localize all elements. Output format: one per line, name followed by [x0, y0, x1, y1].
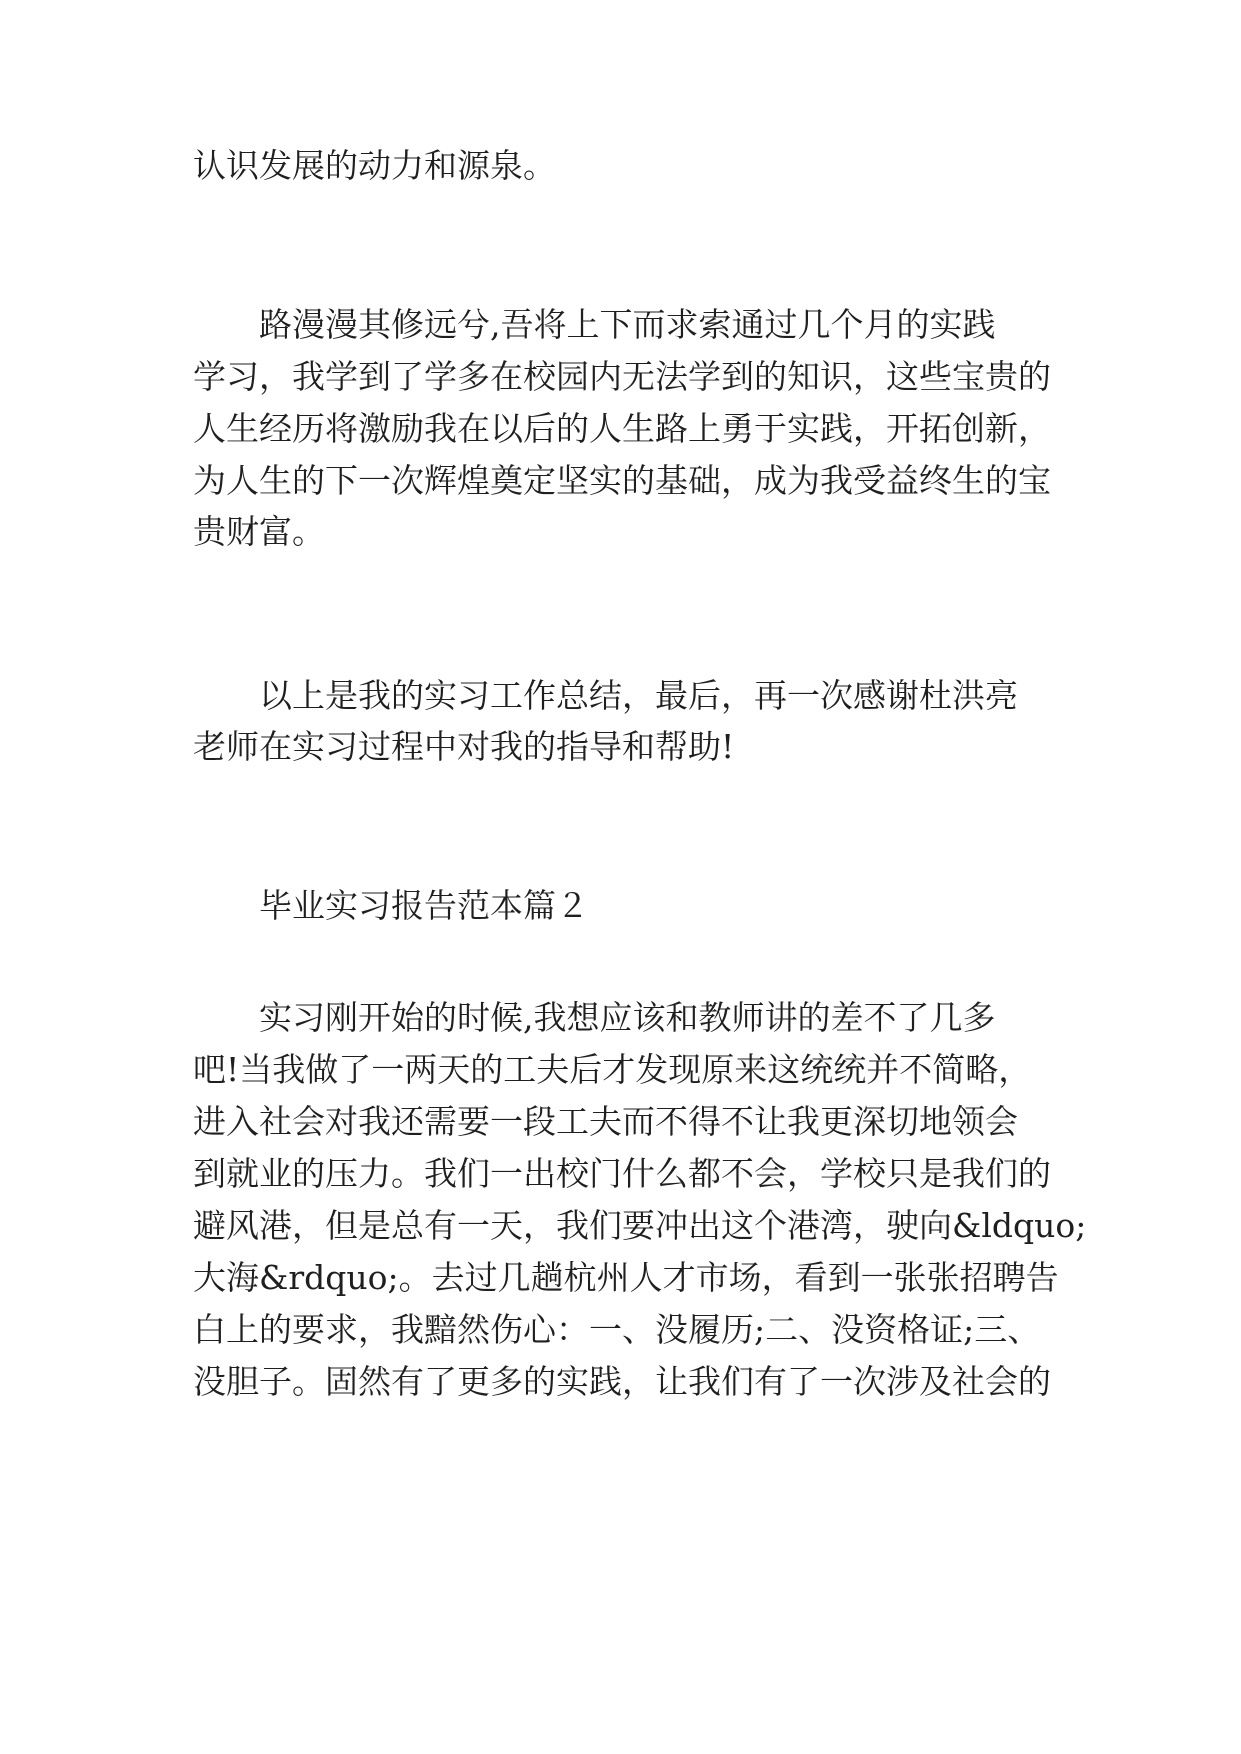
paragraph-2-line: 老师在实习过程中对我的指导和帮助!	[193, 727, 735, 766]
paragraph-1-line: 贵财富。	[193, 512, 325, 551]
paragraph-3-line: 吧!当我做了一两天的工夫后才发现原来这统统并不简略，	[193, 1050, 1032, 1089]
paragraph-3-line: 实习刚开始的时候,我想应该和教师讲的差不了几多	[193, 998, 996, 1037]
paragraph-3-line: 避风港，但是总有一天，我们要冲出这个港湾，驶向&ldquo;	[193, 1206, 1087, 1245]
paragraph-3-line: 大海&rdquo;。去过几趟杭州人才市场，看到一张张招聘告	[193, 1258, 1059, 1297]
paragraph-1-line: 路漫漫其修远兮,吾将上下而求索通过几个月的实践	[193, 305, 996, 344]
paragraph-3-line: 进入社会对我还需要一段工夫而不得不让我更深切地领会	[193, 1102, 1018, 1141]
section-heading: 毕业实习报告范本篇２	[193, 886, 589, 925]
paragraph-1-line: 为人生的下一次辉煌奠定坚实的基础，成为我受益终生的宝	[193, 461, 1051, 500]
paragraph-2-line: 以上是我的实习工作总结，最后，再一次感谢杜洪亮	[193, 676, 1018, 715]
paragraph-3-line: 没胆子。固然有了更多的实践，让我们有了一次涉及社会的	[193, 1362, 1051, 1401]
paragraph-1-line: 人生经历将激励我在以后的人生路上勇于实践，开拓创新，	[193, 409, 1051, 448]
paragraph-1-line: 学习，我学到了学多在校园内无法学到的知识，这些宝贵的	[193, 357, 1051, 396]
paragraph-3-line: 白上的要求，我黯然伤心：一、没履历;二、没资格证;三、	[193, 1310, 1041, 1349]
paragraph-3-line: 到就业的压力。我们一出校门什么都不会，学校只是我们的	[193, 1154, 1051, 1193]
intro-line: 认识发展的动力和源泉。	[193, 146, 556, 185]
